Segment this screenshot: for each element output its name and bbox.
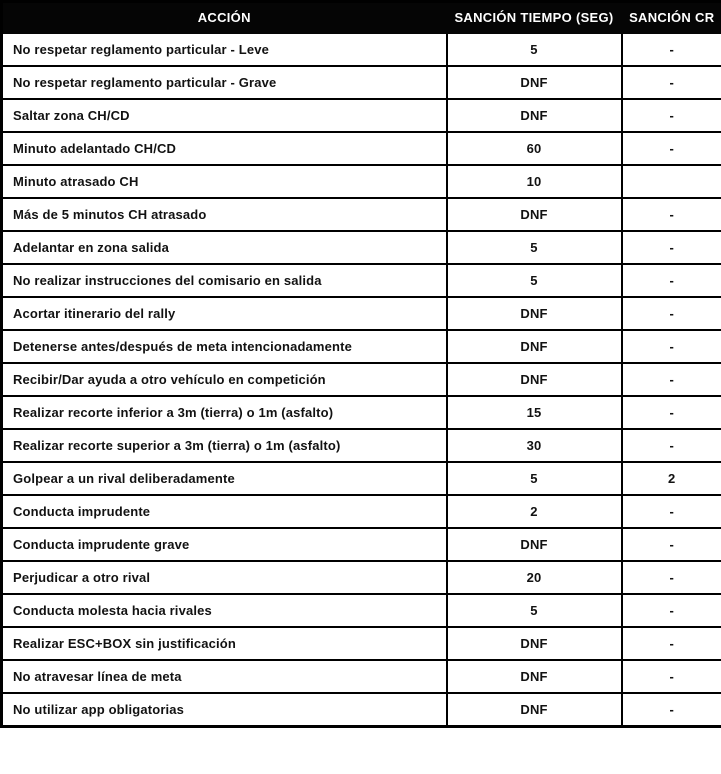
table-row bbox=[2, 693, 721, 727]
tiempo-cell: DNF bbox=[447, 693, 622, 727]
accion-cell: No respetar reglamento particular - Grave bbox=[2, 66, 447, 99]
tiempo-cell: 10 bbox=[447, 165, 622, 198]
table-row bbox=[2, 462, 721, 495]
cr-cell: - bbox=[622, 594, 721, 627]
table-row bbox=[2, 165, 721, 198]
accion-cell: No realizar instrucciones del comisario en salida bbox=[2, 264, 447, 297]
table-row bbox=[2, 33, 721, 66]
table-row bbox=[2, 561, 721, 594]
cr-cell: - bbox=[622, 231, 721, 264]
tiempo-cell: DNF bbox=[447, 627, 622, 660]
accion-cell: Perjudicar a otro rival bbox=[2, 561, 447, 594]
tiempo-cell: 20 bbox=[447, 561, 622, 594]
table-row bbox=[2, 330, 721, 363]
accion-cell: Detenerse antes/después de meta intencionadamente bbox=[2, 330, 447, 363]
accion-cell: Minuto atrasado CH bbox=[2, 165, 447, 198]
accion-cell: Recibir/Dar ayuda a otro vehículo en competición bbox=[2, 363, 447, 396]
cr-cell: - bbox=[622, 660, 721, 693]
tiempo-cell: DNF bbox=[447, 528, 622, 561]
accion-cell: Acortar itinerario del rally bbox=[2, 297, 447, 330]
table-row bbox=[2, 594, 721, 627]
table-row bbox=[2, 528, 721, 561]
tiempo-cell: 15 bbox=[447, 396, 622, 429]
accion-cell: Saltar zona CH/CD bbox=[2, 99, 447, 132]
cr-cell: - bbox=[622, 693, 721, 727]
accion-cell: Más de 5 minutos CH atrasado bbox=[2, 198, 447, 231]
accion-cell: Conducta imprudente grave bbox=[2, 528, 447, 561]
tiempo-cell: DNF bbox=[447, 66, 622, 99]
table-row bbox=[2, 231, 721, 264]
tiempo-cell: 5 bbox=[447, 231, 622, 264]
cr-cell: - bbox=[622, 264, 721, 297]
table-row bbox=[2, 660, 721, 693]
column-header-sancion-cr: SANCIÓN CR bbox=[622, 2, 721, 34]
table-row bbox=[2, 627, 721, 660]
table-row bbox=[2, 264, 721, 297]
cr-cell: - bbox=[622, 429, 721, 462]
tiempo-cell: 5 bbox=[447, 462, 622, 495]
cr-cell: - bbox=[622, 396, 721, 429]
cr-cell: - bbox=[622, 528, 721, 561]
header-row bbox=[2, 2, 721, 34]
table-row bbox=[2, 132, 721, 165]
cr-cell: - bbox=[622, 99, 721, 132]
tiempo-cell: DNF bbox=[447, 99, 622, 132]
tiempo-cell: 30 bbox=[447, 429, 622, 462]
table-row bbox=[2, 66, 721, 99]
accion-cell: Conducta imprudente bbox=[2, 495, 447, 528]
tiempo-cell: 2 bbox=[447, 495, 622, 528]
table-row bbox=[2, 297, 721, 330]
accion-cell: Realizar recorte superior a 3m (tierra) o 1m (asfalto) bbox=[2, 429, 447, 462]
cr-cell: - bbox=[622, 495, 721, 528]
accion-cell: No respetar reglamento particular - Leve bbox=[2, 33, 447, 66]
cr-cell: - bbox=[622, 66, 721, 99]
tiempo-cell: 60 bbox=[447, 132, 622, 165]
table-row bbox=[2, 429, 721, 462]
tiempo-cell: 5 bbox=[447, 264, 622, 297]
accion-cell: Realizar recorte inferior a 3m (tierra) o 1m (asfalto) bbox=[2, 396, 447, 429]
tiempo-cell: DNF bbox=[447, 198, 622, 231]
tiempo-cell: DNF bbox=[447, 660, 622, 693]
accion-cell: Minuto adelantado CH/CD bbox=[2, 132, 447, 165]
tiempo-cell: DNF bbox=[447, 297, 622, 330]
accion-cell: No atravesar línea de meta bbox=[2, 660, 447, 693]
tiempo-cell: 5 bbox=[447, 594, 622, 627]
cr-cell: - bbox=[622, 132, 721, 165]
table-row bbox=[2, 363, 721, 396]
cr-cell bbox=[622, 165, 721, 198]
column-header-accion: ACCIÓN bbox=[2, 2, 447, 34]
accion-cell: Realizar ESC+BOX sin justificación bbox=[2, 627, 447, 660]
cr-cell: - bbox=[622, 627, 721, 660]
cr-cell: - bbox=[622, 198, 721, 231]
cr-cell: 2 bbox=[622, 462, 721, 495]
tiempo-cell: DNF bbox=[447, 363, 622, 396]
accion-cell: Conducta molesta hacia rivales bbox=[2, 594, 447, 627]
accion-cell: No utilizar app obligatorias bbox=[2, 693, 447, 727]
table-row bbox=[2, 198, 721, 231]
column-header-sancion-tiempo: SANCIÓN TIEMPO (SEG) bbox=[447, 2, 622, 34]
cr-cell: - bbox=[622, 297, 721, 330]
cr-cell: - bbox=[622, 363, 721, 396]
accion-cell: Adelantar en zona salida bbox=[2, 231, 447, 264]
tiempo-cell: DNF bbox=[447, 330, 622, 363]
cr-cell: - bbox=[622, 561, 721, 594]
table-row bbox=[2, 495, 721, 528]
cr-cell: - bbox=[622, 33, 721, 66]
accion-cell: Golpear a un rival deliberadamente bbox=[2, 462, 447, 495]
tiempo-cell: 5 bbox=[447, 33, 622, 66]
table-row bbox=[2, 396, 721, 429]
cr-cell: - bbox=[622, 330, 721, 363]
table-row bbox=[2, 99, 721, 132]
